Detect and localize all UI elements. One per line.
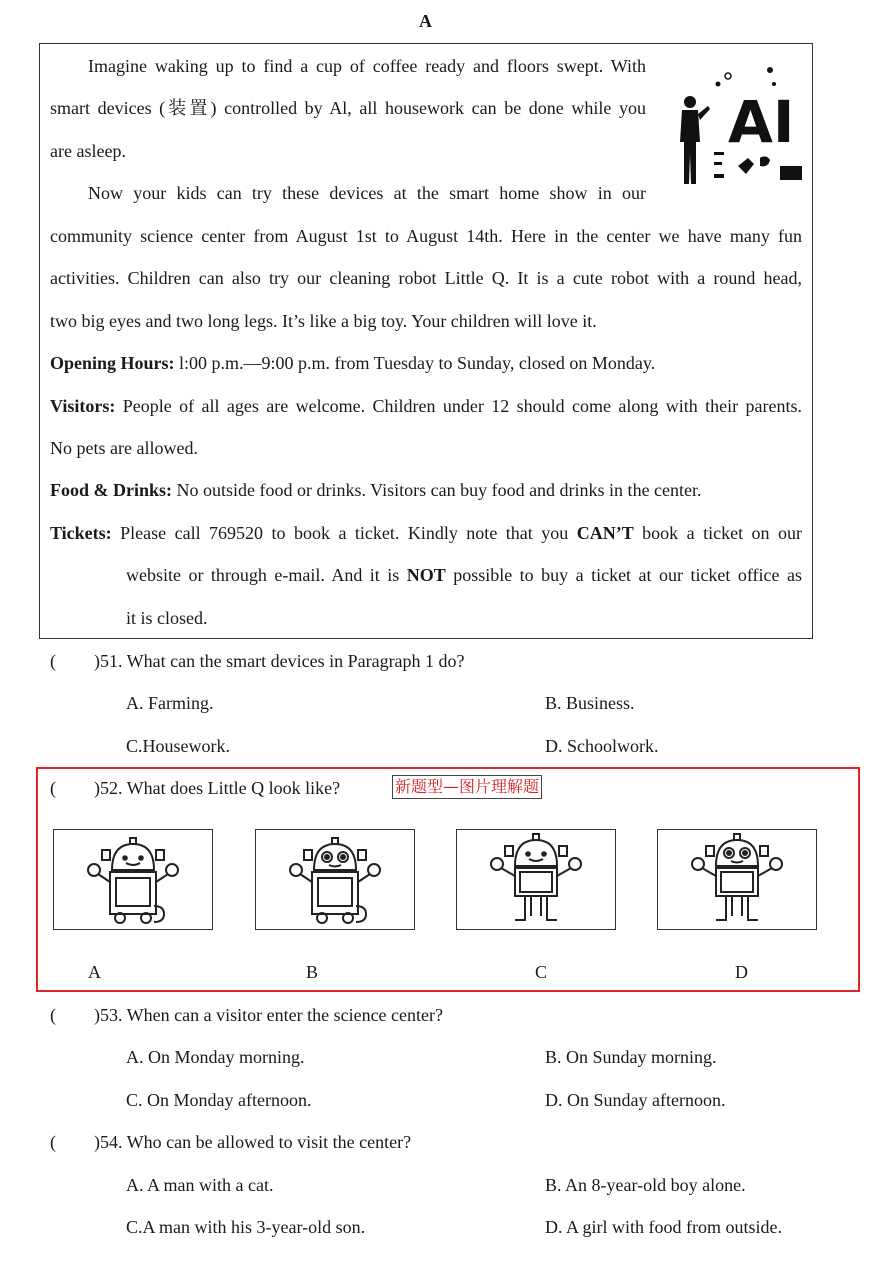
q54-stem: )54. Who can be allowed to visit the center? — [94, 1132, 412, 1152]
opening-hours-label: Opening Hours: — [50, 353, 175, 373]
tickets-bold: CAN’T — [576, 523, 634, 543]
ai-person-icon — [668, 62, 808, 190]
visitors-label: Visitors: — [50, 396, 116, 416]
tickets-label: Tickets: — [50, 523, 112, 543]
tickets-text: website or through e-mail. And it is — [126, 565, 407, 585]
q52-letter-a: A — [88, 962, 101, 982]
q54-option-c[interactable]: C.A man with his 3-year-old son. — [126, 1217, 366, 1237]
visitors-text: People of all ages are welcome. Children under 12 should come along with their parents. — [115, 396, 802, 416]
q53-option-d[interactable]: D. On Sunday afternoon. — [545, 1090, 726, 1110]
q52-type-tag: 新题型—图片理解题 — [392, 775, 542, 799]
robot-icon — [491, 834, 581, 920]
passage-line: Imagine waking up to find a cup of coffee ready and floors swept. With — [88, 56, 646, 76]
tickets-text: book a ticket on our — [633, 523, 803, 543]
tickets — [50, 521, 802, 545]
ai-text: AI — [728, 88, 795, 156]
q54-option-d[interactable]: D. A girl with food from outside. — [545, 1217, 782, 1237]
q53-paren: ( — [50, 1005, 56, 1025]
opening-hours — [50, 351, 655, 375]
q53-option-b[interactable]: B. On Sunday morning. — [545, 1047, 717, 1067]
section-title: A — [419, 11, 432, 31]
q54-option-b[interactable]: B. An 8-year-old boy alone. — [545, 1175, 746, 1195]
passage-line: smart devices (装置) controlled by Al, all housework can be done while you — [50, 98, 646, 118]
passage-line: Now your kids can try these devices at the smart home show in our — [88, 183, 646, 203]
food-drinks-text: No outside food or drinks. Visitors can buy food and drinks in the center. — [172, 480, 702, 500]
q51-option-c[interactable]: C.Housework. — [126, 736, 230, 756]
q54-option-a[interactable]: A. A man with a cat. — [126, 1175, 274, 1195]
tickets-text: Please call 769520 to book a ticket. Kindly note that you — [111, 523, 577, 543]
opening-hours-text: l:00 p.m.—9:00 p.m. from Tuesday to Sunday, closed on Monday. — [174, 353, 656, 373]
q51-option-d[interactable]: D. Schoolwork. — [545, 736, 659, 756]
tickets-line-3: it is closed. — [126, 608, 208, 628]
tickets-line-2 — [126, 563, 802, 587]
q51-stem: )51. What can the smart devices in Paragraph 1 do? — [94, 651, 465, 671]
ai-illustration — [668, 62, 808, 190]
q52-option-c-image[interactable] — [456, 829, 616, 930]
robot-icon — [692, 834, 782, 920]
q51-option-b[interactable]: B. Business. — [545, 693, 635, 713]
passage-line: are asleep. — [50, 141, 126, 161]
visitors-line-2: No pets are allowed. — [50, 438, 198, 458]
food-drinks — [50, 478, 702, 502]
q53-option-c[interactable]: C. On Monday afternoon. — [126, 1090, 312, 1110]
tickets-bold: NOT — [406, 565, 446, 585]
tickets-text: possible to buy a ticket at our ticket office as — [445, 565, 802, 585]
q52-letter-d: D — [735, 962, 748, 982]
q51-option-a[interactable]: A. Farming. — [126, 693, 214, 713]
food-drinks-label: Food & Drinks: — [50, 480, 173, 500]
q52-option-b-image[interactable] — [255, 829, 415, 930]
passage-line: community science center from August 1st to August 14th. Here in the center we have many fun — [50, 226, 802, 246]
q53-stem: )53. When can a visitor enter the science center? — [94, 1005, 443, 1025]
q54-paren: ( — [50, 1132, 56, 1152]
q52-letter-b: B — [306, 962, 319, 982]
q52-paren: ( — [50, 778, 56, 798]
passage-line: two big eyes and two long legs. It’s like a big toy. Your children will love it. — [50, 311, 597, 331]
q52-letter-c: C — [535, 962, 548, 982]
q52-option-a-image[interactable] — [53, 829, 213, 930]
q52-option-d-image[interactable] — [657, 829, 817, 930]
passage-line: activities. Children can also try our cleaning robot Little Q. It is a cute robot with a round head, — [50, 268, 802, 288]
visitors — [50, 394, 802, 418]
q53-option-a[interactable]: A. On Monday morning. — [126, 1047, 305, 1067]
robot-icon — [290, 838, 380, 923]
robot-icon — [88, 838, 178, 923]
q52-stem: )52. What does Little Q look like? — [94, 778, 341, 798]
q51-paren: ( — [50, 651, 56, 671]
